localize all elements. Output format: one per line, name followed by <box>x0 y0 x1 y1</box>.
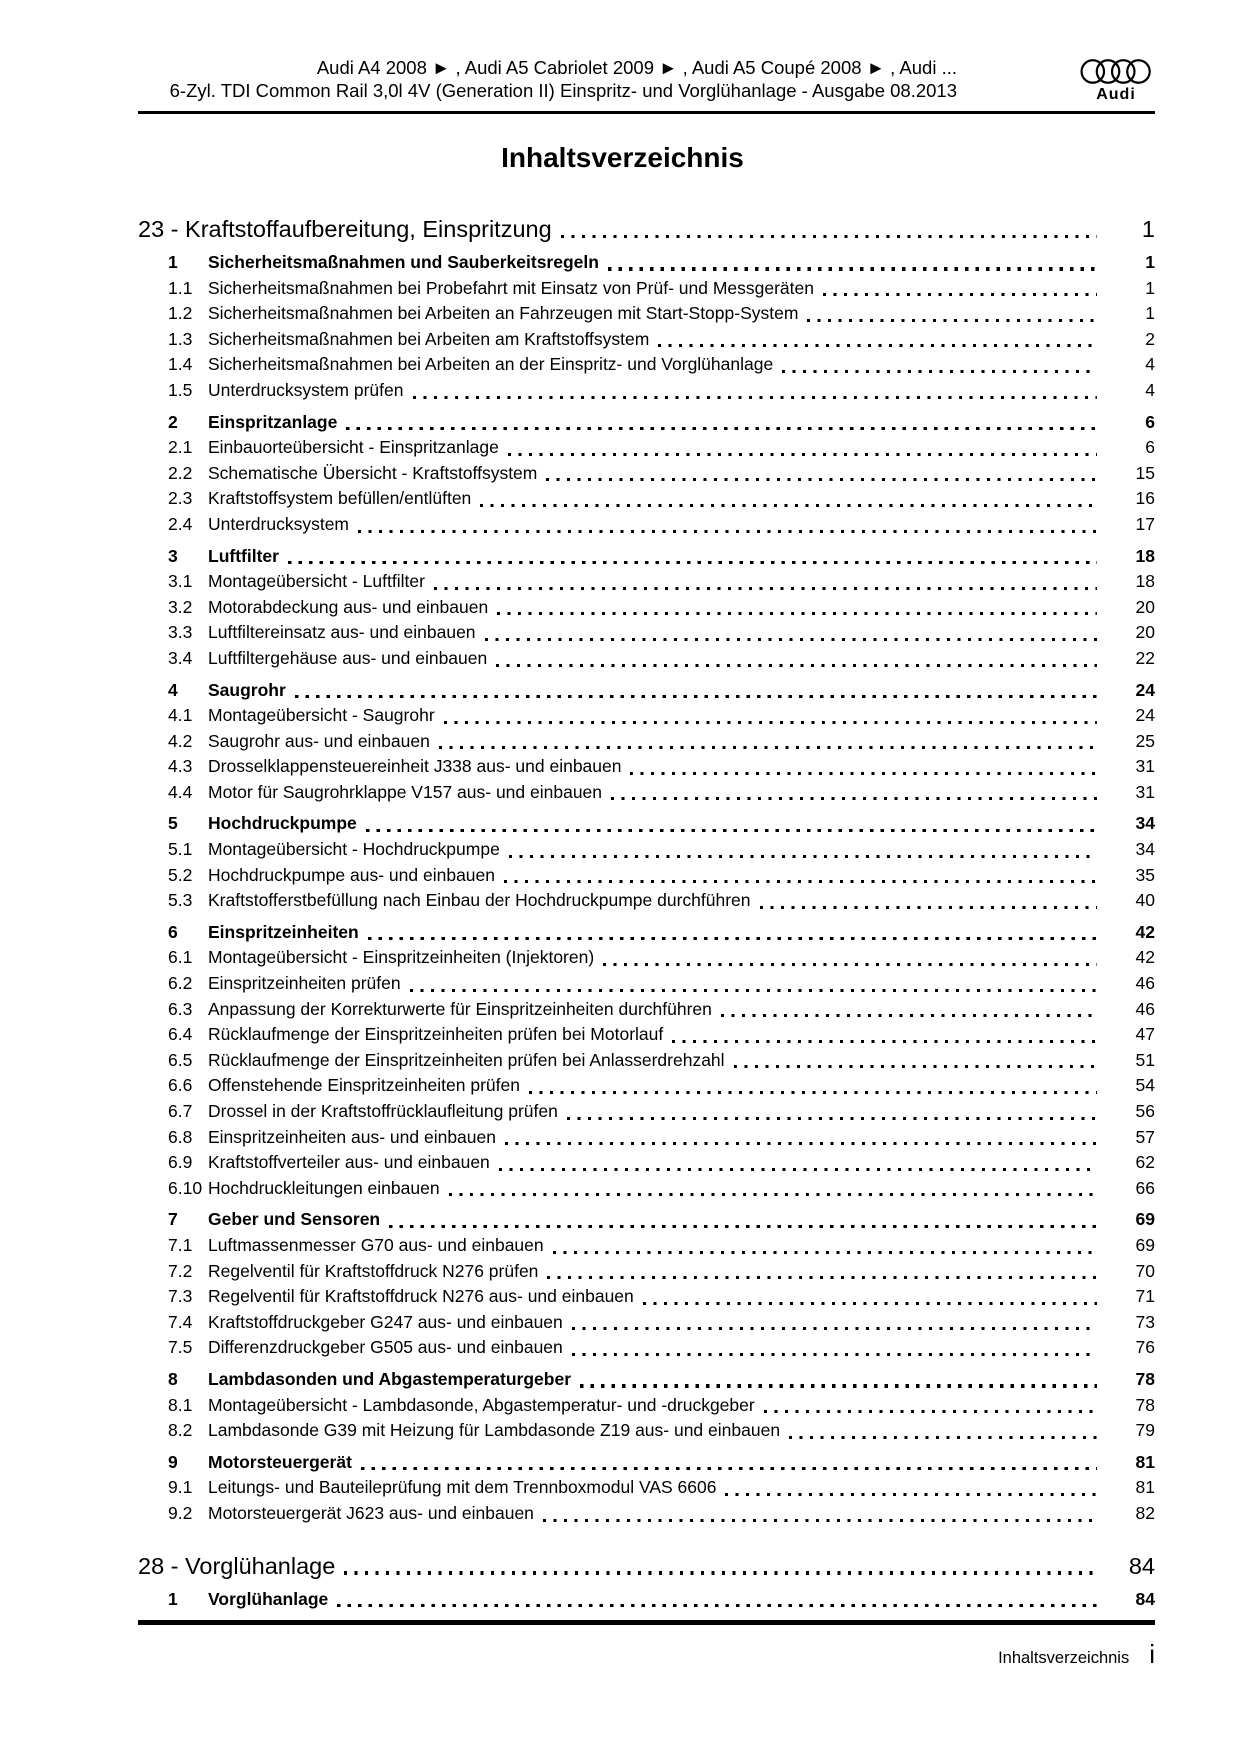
section-title: Montageübersicht - Einspritzeinheiten (Injektoren) <box>208 947 595 968</box>
section-number: 4 <box>168 679 178 700</box>
section-number: 1.5 <box>168 379 193 400</box>
page-number: 20 <box>1135 596 1155 617</box>
dot-leader <box>608 267 1097 270</box>
dot-leader <box>643 1302 1097 1305</box>
toc-entry-row <box>168 1259 1155 1285</box>
toc-entry-row <box>168 1335 1155 1361</box>
page-number: 84 <box>1128 1552 1155 1579</box>
page-number: 79 <box>1135 1420 1155 1441</box>
toc-entry-row <box>168 1207 1155 1233</box>
dot-leader <box>611 797 1097 800</box>
section-number: 3.2 <box>168 596 193 617</box>
page-number: 24 <box>1135 705 1155 726</box>
section-title: Luftmassenmesser G70 aus- und einbauen <box>208 1234 544 1255</box>
page-number: 57 <box>1135 1126 1155 1147</box>
section-title: Einspritzanlage <box>208 411 338 432</box>
page-number: 42 <box>1135 921 1155 942</box>
section-title: Regelventil für Kraftstoffdruck N276 aus- und einbauen <box>208 1286 634 1307</box>
toc-entry-row <box>168 1073 1155 1099</box>
dot-leader <box>658 344 1097 347</box>
section-title: Einspritzeinheiten prüfen <box>208 973 401 994</box>
toc-entry-row <box>168 327 1155 353</box>
header-subtitle-line: 6-Zyl. TDI Common Rail 3,0l 4V (Generation II) Einspritz- und Vorglühanlage - Ausgabe 08.2013 <box>169 80 957 101</box>
section-title: Luftfiltereinsatz aus- und einbauen <box>208 622 476 643</box>
page-number: 34 <box>1135 839 1155 860</box>
section-title: Kraftstoffsystem befüllen/entlüften <box>208 488 472 509</box>
footer-section-label: Inhaltsverzeichnis <box>998 1649 1130 1668</box>
dot-leader <box>553 1251 1097 1254</box>
section-number: 1.2 <box>168 303 193 324</box>
dot-leader <box>529 1091 1097 1094</box>
chapter-title: 23 - Kraftstoffaufbereitung, Einspritzung <box>138 216 552 242</box>
toc-entry-row <box>168 811 1155 837</box>
page-number: 31 <box>1135 756 1155 777</box>
section-title: Drosselklappensteuereinheit J338 aus- und einbauen <box>208 756 622 777</box>
header-divider <box>138 111 1155 114</box>
toc-entry-row <box>168 250 1155 276</box>
page-number: 6 <box>1145 411 1155 432</box>
section-title: Montageübersicht - Luftfilter <box>208 571 425 592</box>
page-number: 47 <box>1135 1024 1155 1045</box>
section-title: Einbauorteübersicht - Einspritzanlage <box>208 437 499 458</box>
toc-entry-row <box>168 1176 1155 1202</box>
toc-entry-row <box>168 620 1155 646</box>
section-number: 6.7 <box>168 1101 193 1121</box>
section-number: 9.1 <box>168 1477 193 1498</box>
section-title: Lambdasonde G39 mit Heizung für Lambdasonde Z19 aus- und einbauen <box>208 1420 781 1441</box>
section-title: Montageübersicht - Lambdasonde, Abgastemperatur- und -druckgeber <box>208 1394 755 1415</box>
section-number: 3 <box>168 545 178 566</box>
page-number: 2 <box>1145 328 1155 349</box>
toc-entry-row <box>168 997 1155 1023</box>
section-number: 1.4 <box>168 354 193 375</box>
header-text-block <box>138 56 957 102</box>
section-title: Unterdrucksystem prüfen <box>208 379 404 400</box>
section-title: Einspritzeinheiten aus- und einbauen <box>208 1126 496 1147</box>
toc-entry-row <box>168 646 1155 672</box>
section-number: 3.3 <box>168 622 193 643</box>
page-number: 34 <box>1135 813 1155 834</box>
section-title: Einspritzeinheiten <box>208 921 359 942</box>
dot-leader <box>734 1065 1097 1068</box>
section-number: 7.3 <box>168 1286 193 1307</box>
section-number: 1.3 <box>168 328 193 349</box>
section-number: 2.3 <box>168 488 193 509</box>
audi-rings-icon <box>1079 57 1153 86</box>
section-number: 4.3 <box>168 756 193 777</box>
page-number: 17 <box>1135 513 1155 534</box>
page-footer <box>138 1639 1155 1670</box>
dot-leader <box>496 664 1097 667</box>
section-title: Anpassung der Korrekturwerte für Einspritzeinheiten durchführen <box>208 998 712 1019</box>
section-number: 9 <box>168 1451 178 1472</box>
section-number: 2 <box>168 411 178 432</box>
section-title: Drossel in der Kraftstoffrücklaufleitung prüfen <box>208 1101 558 1121</box>
section-title: Rücklaufmenge der Einspritzeinheiten prüfen bei Motorlauf <box>208 1024 664 1045</box>
page-number: 81 <box>1135 1451 1155 1472</box>
table-of-contents <box>138 214 1155 1612</box>
page-number: 1 <box>1145 252 1155 272</box>
toc-entry-row <box>168 1310 1155 1336</box>
page-number: 20 <box>1135 622 1155 643</box>
dot-leader <box>413 396 1098 399</box>
toc-entry-row <box>168 1150 1155 1176</box>
toc-entry-row <box>168 461 1155 487</box>
dot-leader <box>509 855 1097 858</box>
section-number: 9.2 <box>168 1502 193 1523</box>
toc-entry-row <box>168 352 1155 378</box>
dot-leader <box>725 1493 1097 1496</box>
toc-entry-row <box>168 544 1155 570</box>
dot-leader <box>760 906 1097 909</box>
page-number: 6 <box>1145 437 1155 458</box>
dot-leader <box>630 772 1097 775</box>
dot-leader <box>358 530 1097 533</box>
toc-entry-row <box>168 863 1155 889</box>
toc-chapter-row <box>138 214 1155 244</box>
section-title: Rücklaufmenge der Einspritzeinheiten prüfen bei Anlasserdrehzahl <box>208 1049 725 1070</box>
toc-entry-row <box>168 920 1155 946</box>
dot-leader <box>361 1467 1097 1470</box>
toc-entry-row <box>168 780 1155 806</box>
section-number: 5.3 <box>168 890 193 911</box>
toc-entry-row <box>168 378 1155 404</box>
page-number: 76 <box>1135 1337 1155 1358</box>
section-number: 8.1 <box>168 1394 193 1415</box>
section-number: 5 <box>168 813 178 834</box>
page-number: 62 <box>1135 1152 1155 1173</box>
page-number: 15 <box>1135 462 1155 483</box>
dot-leader <box>572 1327 1097 1330</box>
dot-leader <box>444 721 1097 724</box>
section-number: 2.1 <box>168 437 193 458</box>
toc-entry-row <box>168 1284 1155 1310</box>
section-number: 7.4 <box>168 1311 193 1332</box>
dot-leader <box>346 427 1097 430</box>
section-number: 6.6 <box>168 1075 193 1096</box>
section-title: Motorsteuergerät <box>208 1451 352 1472</box>
dot-leader <box>807 319 1097 322</box>
dot-leader <box>389 1225 1097 1228</box>
section-number: 7 <box>168 1209 178 1230</box>
page-number: 1 <box>1141 216 1155 242</box>
page-number: 69 <box>1135 1209 1155 1230</box>
toc-entry-row <box>168 301 1155 327</box>
dot-leader <box>295 695 1097 698</box>
section-title: Sicherheitsmaßnahmen und Sauberkeitsregeln <box>208 252 599 272</box>
dot-leader <box>344 1571 1097 1574</box>
section-number: 6.10 <box>168 1177 203 1198</box>
page-header <box>138 56 1155 102</box>
section-number: 6.4 <box>168 1024 193 1045</box>
page-number: 46 <box>1135 998 1155 1019</box>
dot-leader <box>499 1168 1097 1171</box>
section-number: 6.9 <box>168 1152 193 1173</box>
toc-entry-row <box>168 435 1155 461</box>
dot-leader <box>449 1193 1097 1196</box>
dot-leader <box>508 453 1097 456</box>
section-number: 4.1 <box>168 705 193 726</box>
page-number: 42 <box>1135 947 1155 968</box>
toc-entry-row <box>168 1587 1155 1613</box>
dot-leader <box>782 370 1097 373</box>
toc-entry-row <box>168 1099 1155 1125</box>
dot-leader <box>480 504 1097 507</box>
toc-entry-row <box>168 595 1155 621</box>
footer-divider <box>138 1620 1155 1625</box>
dot-leader <box>366 829 1097 832</box>
toc-entry-row <box>168 1233 1155 1259</box>
toc-entry-row <box>168 512 1155 538</box>
section-title: Unterdrucksystem <box>208 513 350 534</box>
section-title: Geber und Sensoren <box>208 1209 381 1230</box>
section-number: 6 <box>168 921 178 942</box>
section-number: 2.2 <box>168 462 193 483</box>
section-number: 6.1 <box>168 947 193 968</box>
page-number: 66 <box>1135 1177 1155 1198</box>
section-title: Hochdruckpumpe aus- und einbauen <box>208 864 495 885</box>
section-number: 4.2 <box>168 730 193 751</box>
toc-entry-row <box>168 486 1155 512</box>
page-number: 51 <box>1135 1049 1155 1070</box>
toc-entry-row <box>168 1048 1155 1074</box>
section-title: Hochdruckleitungen einbauen <box>208 1177 440 1198</box>
section-number: 4.4 <box>168 781 193 802</box>
section-number: 3.4 <box>168 647 193 668</box>
audi-wordmark: Audi <box>1096 86 1136 103</box>
section-title: Schematische Übersicht - Kraftstoffsystem <box>208 462 538 483</box>
section-number: 6.3 <box>168 998 193 1019</box>
page-number: 40 <box>1135 890 1155 911</box>
section-number: 5.2 <box>168 864 193 885</box>
chapter-title: 28 - Vorglühanlage <box>138 1552 336 1579</box>
toc-entry-row <box>168 1125 1155 1151</box>
audi-logo <box>1077 57 1155 102</box>
page-number: 4 <box>1145 354 1155 375</box>
page-number: 69 <box>1135 1234 1155 1255</box>
toc-entry-row <box>168 1393 1155 1419</box>
toc-entry-row <box>168 410 1155 436</box>
dot-leader <box>547 1276 1097 1279</box>
page-number: 35 <box>1135 864 1155 885</box>
section-title: Lambdasonden und Abgastemperaturgeber <box>208 1368 572 1389</box>
page-number: 16 <box>1135 488 1155 509</box>
page-number: 31 <box>1135 781 1155 802</box>
dot-leader <box>543 1519 1097 1522</box>
page-number: 81 <box>1135 1477 1155 1498</box>
section-title: Sicherheitsmaßnahmen bei Probefahrt mit Einsatz von Prüf- und Messgeräten <box>208 277 814 298</box>
section-title: Luftfilter <box>208 545 279 566</box>
section-number: 7.5 <box>168 1337 193 1358</box>
section-title: Hochdruckpumpe <box>208 813 357 834</box>
toc-entry-row <box>168 837 1155 863</box>
dot-leader <box>572 1353 1097 1356</box>
page-number: 1 <box>1145 277 1155 298</box>
page-number: 24 <box>1135 679 1155 700</box>
page-number: 84 <box>1135 1588 1155 1609</box>
dot-leader <box>721 1014 1097 1017</box>
page-number: 25 <box>1135 730 1155 751</box>
section-number: 1.1 <box>168 277 193 298</box>
toc-entry-row <box>168 1450 1155 1476</box>
footer-page-number: i <box>1149 1639 1155 1670</box>
page-number: 18 <box>1135 545 1155 566</box>
section-number: 1 <box>168 1588 178 1609</box>
dot-leader <box>561 235 1097 238</box>
dot-leader <box>497 612 1097 615</box>
page-number: 78 <box>1135 1394 1155 1415</box>
toc-entry-row <box>168 703 1155 729</box>
section-number: 6.8 <box>168 1126 193 1147</box>
page-number: 22 <box>1135 647 1155 668</box>
dot-leader <box>546 478 1097 481</box>
section-title: Montageübersicht - Hochdruckpumpe <box>208 839 500 860</box>
toc-entry-row <box>168 888 1155 914</box>
toc-chapter-row <box>138 1551 1155 1581</box>
page-number: 56 <box>1135 1101 1155 1121</box>
section-title: Kraftstoffverteiler aus- und einbauen <box>208 1152 490 1173</box>
section-title: Sicherheitsmaßnahmen bei Arbeiten an Fahrzeugen mit Start-Stopp-System <box>208 303 799 324</box>
section-title: Kraftstoffdruckgeber G247 aus- und einbauen <box>208 1311 563 1332</box>
dot-leader <box>789 1436 1097 1439</box>
section-number: 8 <box>168 1368 178 1389</box>
page-number: 54 <box>1135 1075 1155 1096</box>
page-number: 82 <box>1135 1502 1155 1523</box>
section-title: Luftfiltergehäuse aus- und einbauen <box>208 647 488 668</box>
dot-leader <box>603 963 1097 966</box>
section-number: 3.1 <box>168 571 193 592</box>
section-number: 6.2 <box>168 973 193 994</box>
dot-leader <box>368 937 1097 940</box>
dot-leader <box>823 293 1097 296</box>
dot-leader <box>504 880 1097 883</box>
section-title: Motor für Saugrohrklappe V157 aus- und einbauen <box>208 781 603 802</box>
page-number: 73 <box>1135 1311 1155 1332</box>
toc-entry-row <box>168 971 1155 997</box>
dot-leader <box>505 1142 1097 1145</box>
toc-entry-row <box>168 276 1155 302</box>
dot-leader <box>764 1410 1097 1413</box>
section-title: Differenzdruckgeber G505 aus- und einbauen <box>208 1337 563 1358</box>
section-title: Motorsteuergerät J623 aus- und einbauen <box>208 1502 534 1523</box>
section-title: Sicherheitsmaßnahmen bei Arbeiten an der Einspritz- und Vorglühanlage <box>208 354 774 375</box>
toc-entry-row <box>168 754 1155 780</box>
page-title: Inhaltsverzeichnis <box>501 142 744 173</box>
section-number: 8.2 <box>168 1420 193 1441</box>
toc-entry-row <box>168 945 1155 971</box>
section-number: 7.2 <box>168 1260 193 1281</box>
page-number: 78 <box>1135 1368 1155 1389</box>
dot-leader <box>485 638 1097 641</box>
section-title: Motorabdeckung aus- und einbauen <box>208 596 489 617</box>
dot-leader <box>439 746 1097 749</box>
toc-entry-row <box>168 678 1155 704</box>
section-title: Saugrohr aus- und einbauen <box>208 730 430 751</box>
section-number: 5.1 <box>168 839 193 860</box>
toc-entry-row <box>168 1501 1155 1527</box>
section-title: Regelventil für Kraftstoffdruck N276 prüfen <box>208 1260 539 1281</box>
dot-leader <box>672 1040 1097 1043</box>
dot-leader <box>567 1117 1097 1120</box>
section-title: Leitungs- und Bauteileprüfung mit dem Trennboxmodul VAS 6606 <box>208 1477 717 1498</box>
dot-leader <box>434 587 1097 590</box>
page-number: 70 <box>1135 1260 1155 1281</box>
dot-leader <box>288 561 1097 564</box>
section-title: Vorglühanlage <box>208 1588 329 1609</box>
section-title: Kraftstofferstbefüllung nach Einbau der Hochdruckpumpe durchführen <box>208 890 751 911</box>
page-number: 71 <box>1135 1286 1155 1307</box>
toc-entry-row <box>168 1367 1155 1393</box>
page-number: 4 <box>1145 379 1155 400</box>
dot-leader <box>410 989 1097 992</box>
page-number: 46 <box>1135 973 1155 994</box>
section-number: 7.1 <box>168 1234 193 1255</box>
section-title: Offenstehende Einspritzeinheiten prüfen <box>208 1075 520 1096</box>
section-number: 2.4 <box>168 513 193 534</box>
section-number: 1 <box>168 252 178 272</box>
toc-entry-row <box>168 729 1155 755</box>
toc-entry-row <box>168 569 1155 595</box>
section-title: Montageübersicht - Saugrohr <box>208 705 435 726</box>
page-number: 18 <box>1135 571 1155 592</box>
section-number: 6.5 <box>168 1049 193 1070</box>
section-title: Sicherheitsmaßnahmen bei Arbeiten am Kraftstoffsystem <box>208 328 650 349</box>
toc-entry-row <box>168 1022 1155 1048</box>
section-title: Saugrohr <box>208 679 286 700</box>
header-models-line: Audi A4 2008 ► , Audi A5 Cabriolet 2009 ► , Audi A5 Coupé 2008 ► , Audi ... <box>316 57 957 78</box>
page-number: 1 <box>1145 303 1155 324</box>
toc-entry-row <box>168 1475 1155 1501</box>
dot-leader <box>337 1604 1097 1607</box>
dot-leader <box>580 1384 1097 1387</box>
toc-entry-row <box>168 1418 1155 1444</box>
